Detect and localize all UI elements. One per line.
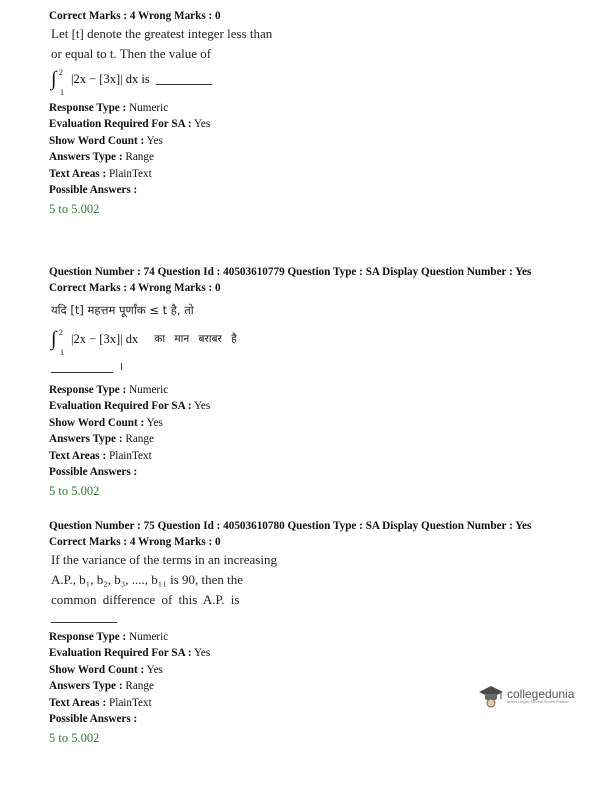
question-header: Question Number : 74 Question Id : 40503610779 Question Type : SA Display Question Number : Yes (49, 266, 532, 278)
possible-answer: 5 to 5.002 (49, 731, 100, 746)
possible-answer: 5 to 5.002 (49, 202, 100, 217)
show-word-count: Show Word Count : Yes (49, 416, 163, 429)
response-type: Response Type : Numeric (49, 384, 169, 396)
possible-answers-label: Possible Answers : (49, 184, 138, 197)
evaluation-required: Evaluation Required For SA : Yes (49, 400, 211, 413)
possible-answers-label: Possible Answers : (49, 713, 138, 726)
evaluation-required: Evaluation Required For SA : Yes (49, 118, 211, 131)
integral-lower-limit: 1 (60, 348, 64, 357)
marks-line: Correct Marks : 4 Wrong Marks : 0 (49, 10, 221, 22)
answer-blank (51, 362, 113, 373)
question-74 (49, 264, 579, 500)
question-text-line: If the variance of the terms in an increasing (51, 552, 277, 567)
answer-blank (51, 612, 117, 623)
answer-blank-line (51, 612, 579, 623)
integrand: |2x − [3x]| dx (71, 332, 139, 346)
collegedunia-logo (478, 681, 588, 711)
integral-expression (51, 328, 579, 357)
question-header: Question Number : 75 Question Id : 40503610780 Question Type : SA Display Question Number : Yes (49, 520, 532, 532)
answers-type: Answers Type : Range (49, 433, 154, 446)
integral-sign: ∫ 2 1 (51, 69, 65, 89)
answers-type: Answers Type : Range (49, 680, 154, 693)
answer-blank (156, 74, 212, 85)
possible-answer: 5 to 5.002 (49, 484, 100, 499)
integral-sign: ∫ 2 1 (51, 329, 65, 349)
integral-upper-limit: 2 (59, 328, 63, 337)
possible-answers-label: Possible Answers : (49, 466, 138, 479)
marks-line: Correct Marks : 4 Wrong Marks : 0 (49, 282, 221, 294)
answer-blank-line (51, 356, 579, 378)
integrand: |2x − [3x]| dx is (71, 72, 150, 86)
graduation-cap-icon (478, 683, 504, 709)
logo-tagline: India's Largest Student Review Platform (507, 699, 570, 704)
show-word-count: Show Word Count : Yes (49, 663, 163, 676)
answers-type: Answers Type : Range (49, 151, 154, 164)
question-75 (49, 518, 579, 747)
show-word-count: Show Word Count : Yes (49, 134, 163, 147)
question-73 (49, 8, 579, 218)
text-areas: Text Areas : PlainText (49, 449, 152, 462)
response-type: Response Type : Numeric (49, 631, 169, 643)
question-text-line: common difference of this A.P. is (51, 592, 240, 607)
integral-upper-limit: 2 (59, 68, 63, 77)
question-text-line: or equal to t. Then the value of (51, 46, 212, 61)
marks-line: Correct Marks : 4 Wrong Marks : 0 (49, 536, 221, 548)
evaluation-required: Evaluation Required For SA : Yes (49, 647, 211, 660)
question-text-line: का मान बराबर है (154, 333, 237, 345)
integral-lower-limit: 1 (60, 88, 64, 97)
logo-wordmark: collegedunia (507, 686, 575, 701)
sentence-end-mark: । (119, 360, 124, 373)
question-text-line: A.P., b₁, b₂, b₃, ...., b₁₁ is 90, then the (51, 572, 244, 587)
text-areas: Text Areas : PlainText (49, 167, 152, 180)
text-areas: Text Areas : PlainText (49, 696, 152, 709)
integral-expression (51, 68, 579, 97)
question-text-line: Let [t] denote the greatest integer less than (51, 26, 273, 41)
question-text-line: यदि [t] महत्तम पूर्णांक ≤ t है, तो (51, 303, 194, 317)
response-type: Response Type : Numeric (49, 102, 169, 114)
